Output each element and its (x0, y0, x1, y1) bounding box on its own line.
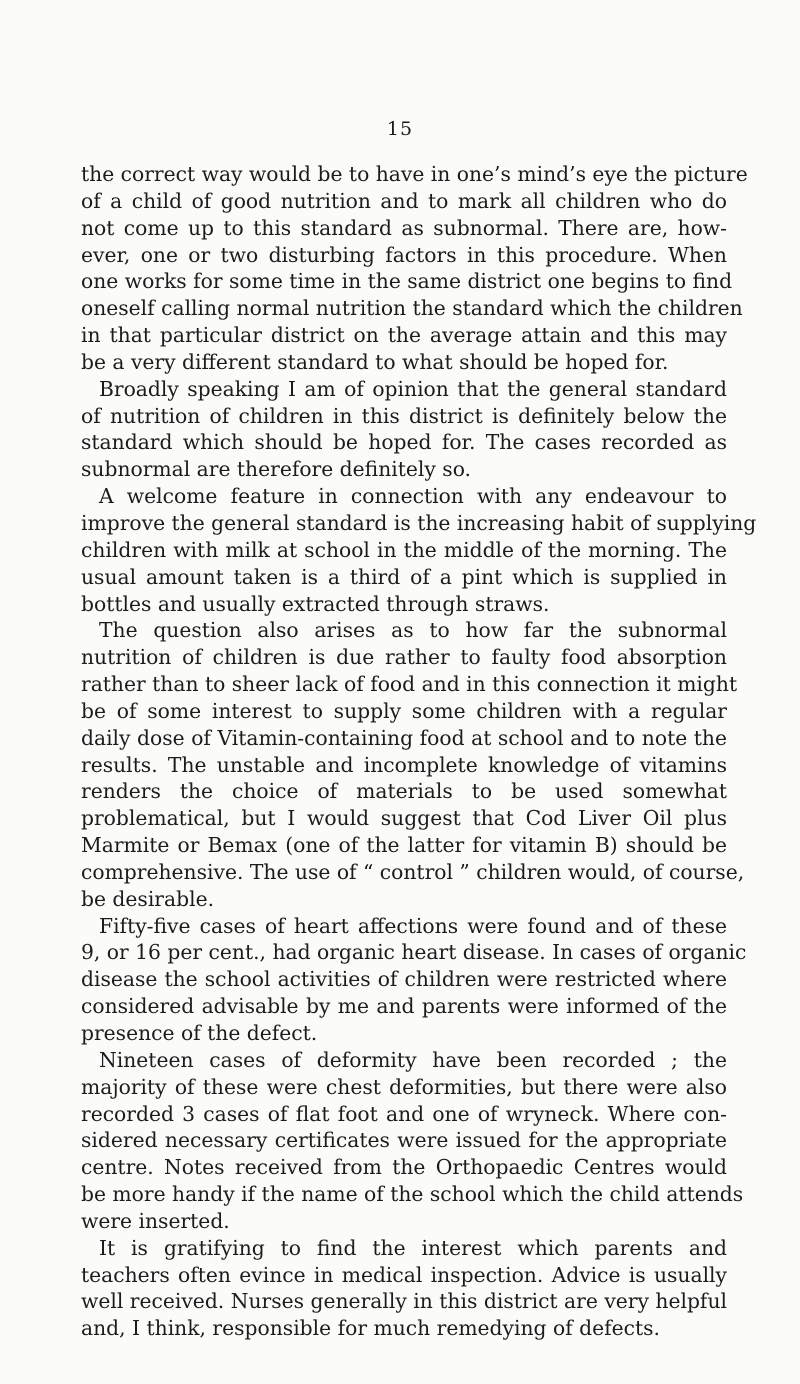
text-line: teachers often evince in medical inspection. Advice is usually (81, 1262, 727, 1287)
text-line: well received. Nurses generally in this district are very helpful (81, 1289, 727, 1314)
paragraph (81, 1047, 744, 1235)
text-line: of a child of good nutrition and to mark all children who do (81, 188, 727, 213)
text-line: be more handy if the name of the school which the child attends (81, 1182, 744, 1207)
text-line: ever, one or two disturbing factors in this procedure. When (81, 242, 727, 267)
paragraph (81, 161, 748, 376)
text-line: sidered necessary certificates were issued for the appropriate (81, 1128, 727, 1153)
text-line: It is gratifying to find the interest which parents and (99, 1235, 727, 1260)
text-line: and, I think, responsible for much remedying of defects. (81, 1316, 660, 1341)
text-line: subnormal are therefore definitely so. (81, 457, 471, 482)
text-line: improve the general standard is the increasing habit of supplying (81, 510, 757, 535)
text-line: be of some interest to supply some children with a regular (81, 698, 727, 723)
text-line: The question also arises as to how far the subnormal (99, 618, 727, 643)
text-line: were inserted. (81, 1208, 230, 1233)
paragraph (81, 376, 727, 483)
text-line: the correct way would be to have in one’s mind’s eye the picture (81, 162, 748, 186)
text-line: be a very different standard to what should be hoped for. (81, 349, 669, 374)
text-line: problematical, but I would suggest that Cod Liver Oil plus (81, 806, 727, 831)
text-line: be desirable. (81, 886, 215, 911)
text-line: Marmite or Bemax (one of the latter for vitamin B) should be (81, 833, 727, 858)
text-line: nutrition of children is due rather to faulty food absorption (81, 645, 727, 670)
text-line: children with milk at school in the middle of the morning. The (81, 537, 727, 562)
text-line: renders the choice of materials to be used somewhat (81, 779, 727, 804)
paragraph (81, 617, 745, 912)
paragraph (81, 1235, 727, 1342)
text-line: majority of these were chest deformities, but there were also (81, 1074, 727, 1099)
text-line: results. The unstable and incomplete knowledge of vitamins (81, 752, 727, 777)
text-line: bottles and usually extracted through straws. (81, 591, 550, 616)
text-line: usual amount taken is a third of a pint which is supplied in (81, 564, 727, 589)
text-line: Nineteen cases of deformity have been recorded ; the (99, 1047, 727, 1072)
paragraph (81, 483, 757, 617)
text-line: oneself calling normal nutrition the standard which the children (81, 296, 743, 321)
text-line: of nutrition of children in this district is definitely below the (81, 403, 727, 428)
text-line: considered advisable by me and parents were informed of the (81, 994, 727, 1019)
text-line: presence of the defect. (81, 1021, 318, 1045)
text-line: Fifty-five cases of heart affections were found and of these (99, 913, 727, 938)
text-line: not come up to this standard as subnormal. There are, how- (81, 215, 727, 240)
text-line: one works for some time in the same district one begins to find (81, 269, 733, 294)
text-line: standard which should be hoped for. The cases recorded as (81, 430, 727, 455)
text-line: comprehensive. The use of “ control ” children would, of course, (81, 859, 745, 884)
text-line: in that particular district on the average attain and this may (81, 323, 727, 348)
text-line: Broadly speaking I am of opinion that the general standard (99, 376, 727, 401)
text-line: rather than to sheer lack of food and in this connection it might (81, 672, 738, 697)
text-line: A welcome feature in connection with any endeavour to (99, 484, 727, 509)
text-line: 9, or 16 per cent., had organic heart disease. In cases of organic (81, 940, 747, 965)
text-line: centre. Notes received from the Orthopaedic Centres would (81, 1155, 727, 1180)
text-line: daily dose of Vitamin-containing food at school and to note the (81, 725, 727, 750)
page-number: 15 (386, 118, 414, 140)
paragraph (81, 913, 747, 1047)
text-line: disease the school activities of children were restricted where (81, 967, 727, 992)
body-text (81, 161, 757, 1342)
text-line: recorded 3 cases of flat foot and one of wryneck. Where con- (81, 1101, 727, 1126)
